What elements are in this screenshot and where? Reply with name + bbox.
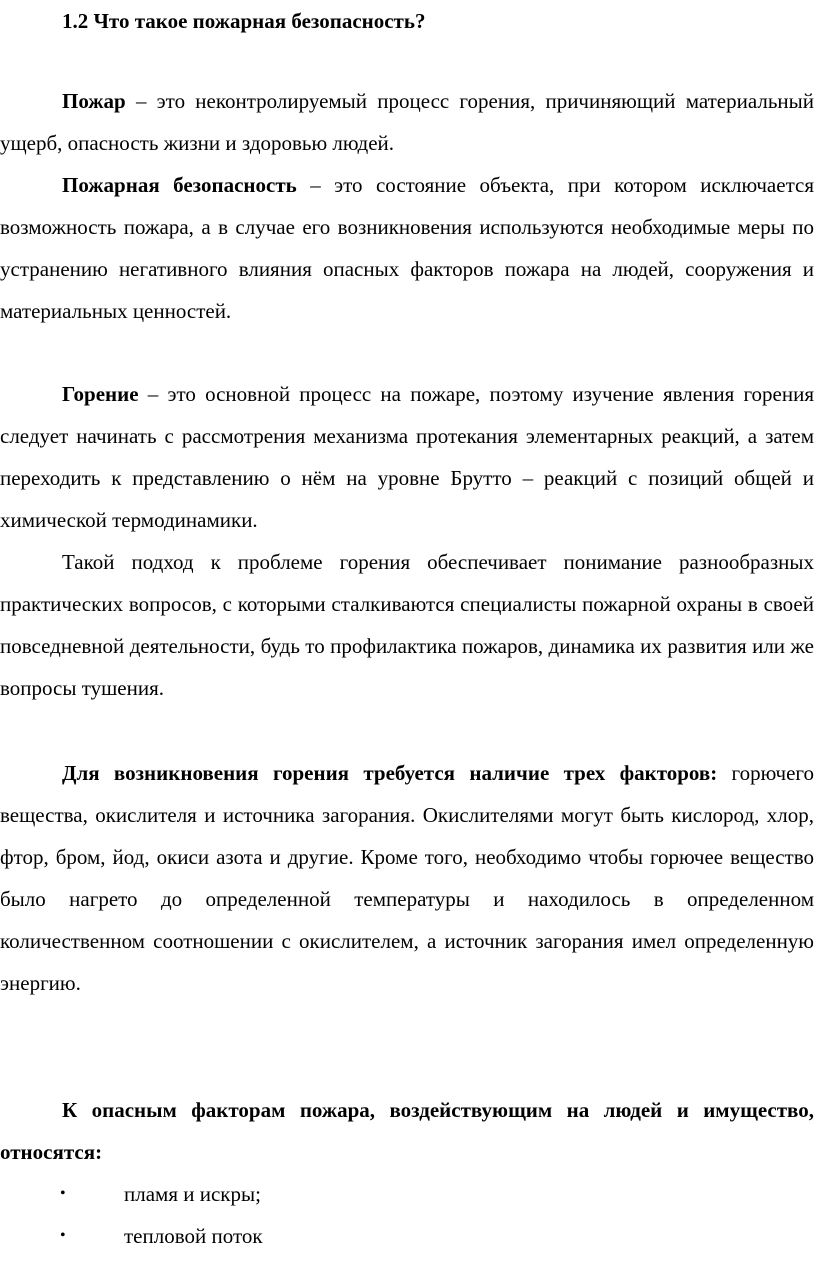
list-item xyxy=(0,1215,814,1257)
hazards-lead: К опасным факторам пожара, воздействующим на людей и имущество, относятся: xyxy=(0,1098,814,1164)
fire-definition-text: – это неконтролируемый процесс горения, причиняющий материальный ущерб, опасность жизни и здоровью людей. xyxy=(0,89,814,155)
list-item-text: тепловой поток xyxy=(124,1224,263,1248)
paragraph-burning-definition xyxy=(0,373,814,541)
paragraph-approach: Такой подход к проблеме горения обеспечивает понимание разнообразных практических вопросов, с которыми сталкиваются специалисты пожарной охраны в своей повседневной деятельности, будь то профилактика пожаров, динамика их развития или же вопросы тушения. xyxy=(0,550,814,700)
hazard-list xyxy=(0,1173,814,1257)
section-heading xyxy=(62,0,762,42)
list-item xyxy=(0,1173,814,1215)
term-burning: Горение xyxy=(62,382,139,406)
factors-lead: Для возникновения горения требуется наличие трех факторов: xyxy=(62,761,718,785)
bullet-icon: • xyxy=(60,1185,66,1202)
paragraph-hazard-factors xyxy=(0,1089,814,1173)
paragraph-fire-definition xyxy=(0,80,814,164)
term-fire-safety: Пожарная безопасность xyxy=(62,173,297,197)
burning-definition-text: – это основной процесс на пожаре, поэтому изучение явления горения следует начинать с рассмотрения механизма протекания элементарных реакций, а затем переходить к представлению о нём на уровне Брутто – реакций с позиций общей и химической термодинамики. xyxy=(0,382,814,532)
factors-text: горючего вещества, окислителя и источника загорания. Окислителями могут быть кислород, хлор, фтор, бром, йод, окиси азота и другие. Кроме того, необходимо чтобы горючее вещество было нагрето до определенной температуры и находилось в определенном количественном соотношении с окислителем, а источник загорания имел определенную энергию. xyxy=(0,761,815,995)
fire-safety-definition-text: – это состояние объекта, при котором исключается возможность пожара, а в случае его возникновения используются необходимые меры по устранению негативного влияния опасных факторов пожара на людей, сооружения и материальных ценностей. xyxy=(0,173,814,323)
bullet-icon: • xyxy=(60,1227,66,1244)
paragraph-fire-safety-definition xyxy=(0,164,814,332)
section-heading-text: 1.2 Что такое пожарная безопасность? xyxy=(62,9,426,33)
term-fire: Пожар xyxy=(62,89,126,113)
paragraph-burning-factors xyxy=(0,752,814,1004)
list-item-text: пламя и искры; xyxy=(124,1182,261,1206)
